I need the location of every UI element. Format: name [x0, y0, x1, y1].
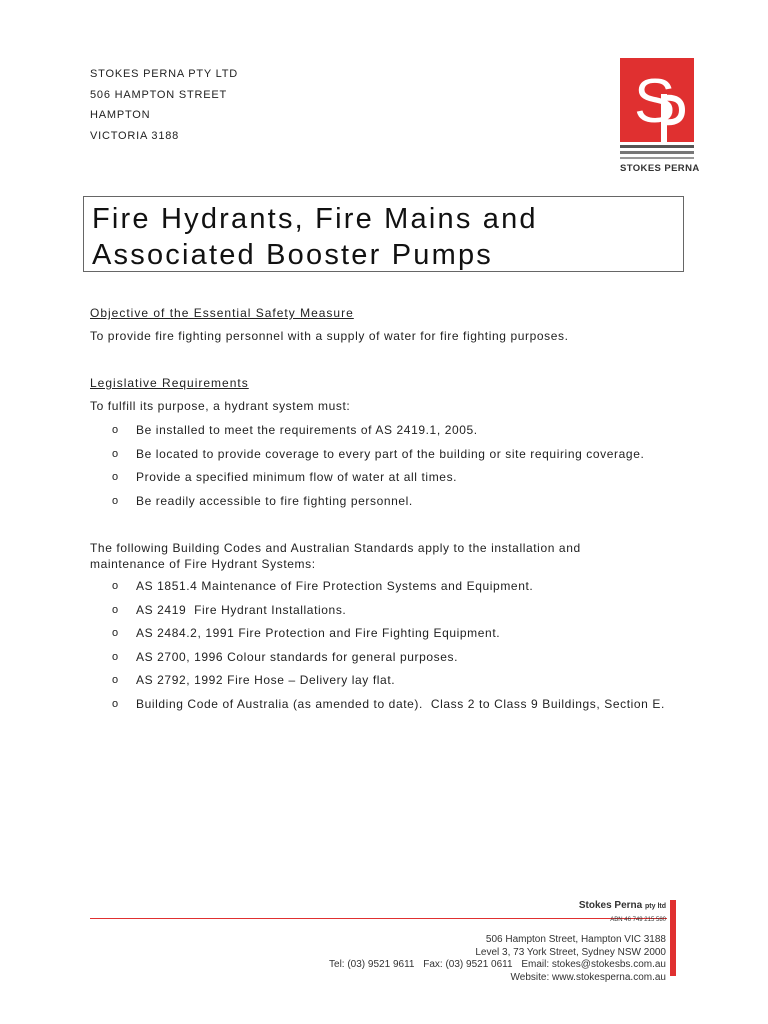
bullet-icon: o: [112, 471, 119, 483]
list-item: [112, 446, 676, 462]
title-line-1: Fire Hydrants, Fire Mains and: [92, 203, 538, 235]
list-item: [112, 578, 676, 594]
standards-list: [112, 578, 676, 719]
company-logo: [620, 58, 700, 176]
svg-text:S: S: [634, 67, 676, 136]
footer-contact-line: [323, 959, 666, 972]
footer-address-2: Level 3, 73 York Street, Sydney NSW 2000: [475, 946, 666, 958]
bullet-icon: o: [112, 627, 119, 639]
footer-website: Website: www.stokesperna.com.au: [510, 971, 666, 983]
bullet-icon: o: [112, 697, 119, 710]
list-item: [112, 422, 676, 438]
list-item-text: Be located to provide coverage to every part of the building or site requiring coverage.: [136, 446, 645, 461]
list-item: [112, 672, 676, 688]
document-title: [84, 197, 683, 273]
footer-address-1: 506 Hampton Street, Hampton VIC 3188: [485, 934, 666, 945]
list-item: [112, 602, 676, 618]
list-item-text: AS 2792, 1992 Fire Hose – Delivery lay flat.: [136, 673, 396, 687]
list-item-text: AS 2484.2, 1991 Fire Protection and Fire Fighting Equipment.: [136, 626, 501, 640]
footer-contact-block: [323, 900, 666, 984]
bullet-icon: o: [112, 580, 119, 592]
objective-heading: Objective of the Essential Safety Measure: [90, 306, 354, 320]
bullet-icon: o: [112, 603, 119, 616]
footer-fax: Fax: (03) 9521 0611: [423, 959, 513, 970]
bullet-icon: o: [112, 674, 119, 686]
bullet-icon: o: [112, 650, 119, 663]
bullet-icon: o: [112, 424, 119, 436]
list-item-text: Be readily accessible to fire fighting personnel.: [136, 493, 413, 508]
footer-accent-bar: [670, 900, 676, 976]
footer-abn: ABN 46 749 215 580: [610, 916, 666, 923]
list-item: [112, 493, 676, 509]
list-item-text: Be installed to meet the requirements of AS 2419.1, 2005.: [136, 423, 478, 437]
address-line-state: VICTORIA 3188: [90, 129, 180, 142]
list-item-text: AS 2419 Fire Hydrant Installations.: [136, 602, 347, 617]
address-line-street: 506 HAMPTON STREET: [90, 88, 228, 101]
title-box: [83, 196, 684, 272]
objective-text: To provide fire fighting personnel with a supply of water for fire fighting purposes.: [90, 329, 569, 343]
footer-email: Email: stokes@stokesbs.com.au: [521, 959, 666, 970]
list-item-text: AS 1851.4 Maintenance of Fire Protection Systems and Equipment.: [136, 579, 534, 593]
list-item: [112, 696, 676, 712]
list-item-text: Building Code of Australia (as amended to date). Class 2 to Class 9 Buildings, Section E.: [136, 696, 665, 711]
footer-company-name: Stokes Perna: [578, 900, 643, 911]
standards-intro: The following Building Codes and Australian Standards apply to the installation and maintenance of Fire Hydrant Systems:: [90, 541, 581, 571]
footer-tel: Tel: (03) 9521 9611: [329, 959, 415, 970]
title-line-2: Associated Booster Pumps: [92, 239, 493, 271]
address-line-suburb: HAMPTON: [90, 109, 151, 121]
list-item: [112, 625, 676, 641]
company-address: [90, 64, 238, 146]
bullet-icon: o: [112, 447, 119, 460]
list-item-text: Provide a specified minimum flow of water at all times.: [136, 470, 458, 484]
list-item: [112, 469, 676, 485]
logo-wordmark: STOKES PERNA: [620, 163, 700, 174]
footer-company-suffix: pty ltd: [645, 903, 666, 910]
legislative-list: [112, 422, 676, 516]
legislative-heading: Legislative Requirements: [90, 376, 249, 390]
list-item: [112, 649, 676, 665]
logo-monogram-icon: [620, 58, 694, 162]
list-item-text: AS 2700, 1996 Colour standards for general purposes.: [136, 649, 459, 664]
footer-company: [323, 900, 666, 914]
bullet-icon: o: [112, 494, 119, 507]
address-line-company: STOKES PERNA PTY LTD: [90, 68, 239, 80]
legislative-intro: To fulfill its purpose, a hydrant system must:: [90, 399, 351, 413]
page-footer: [90, 898, 680, 983]
